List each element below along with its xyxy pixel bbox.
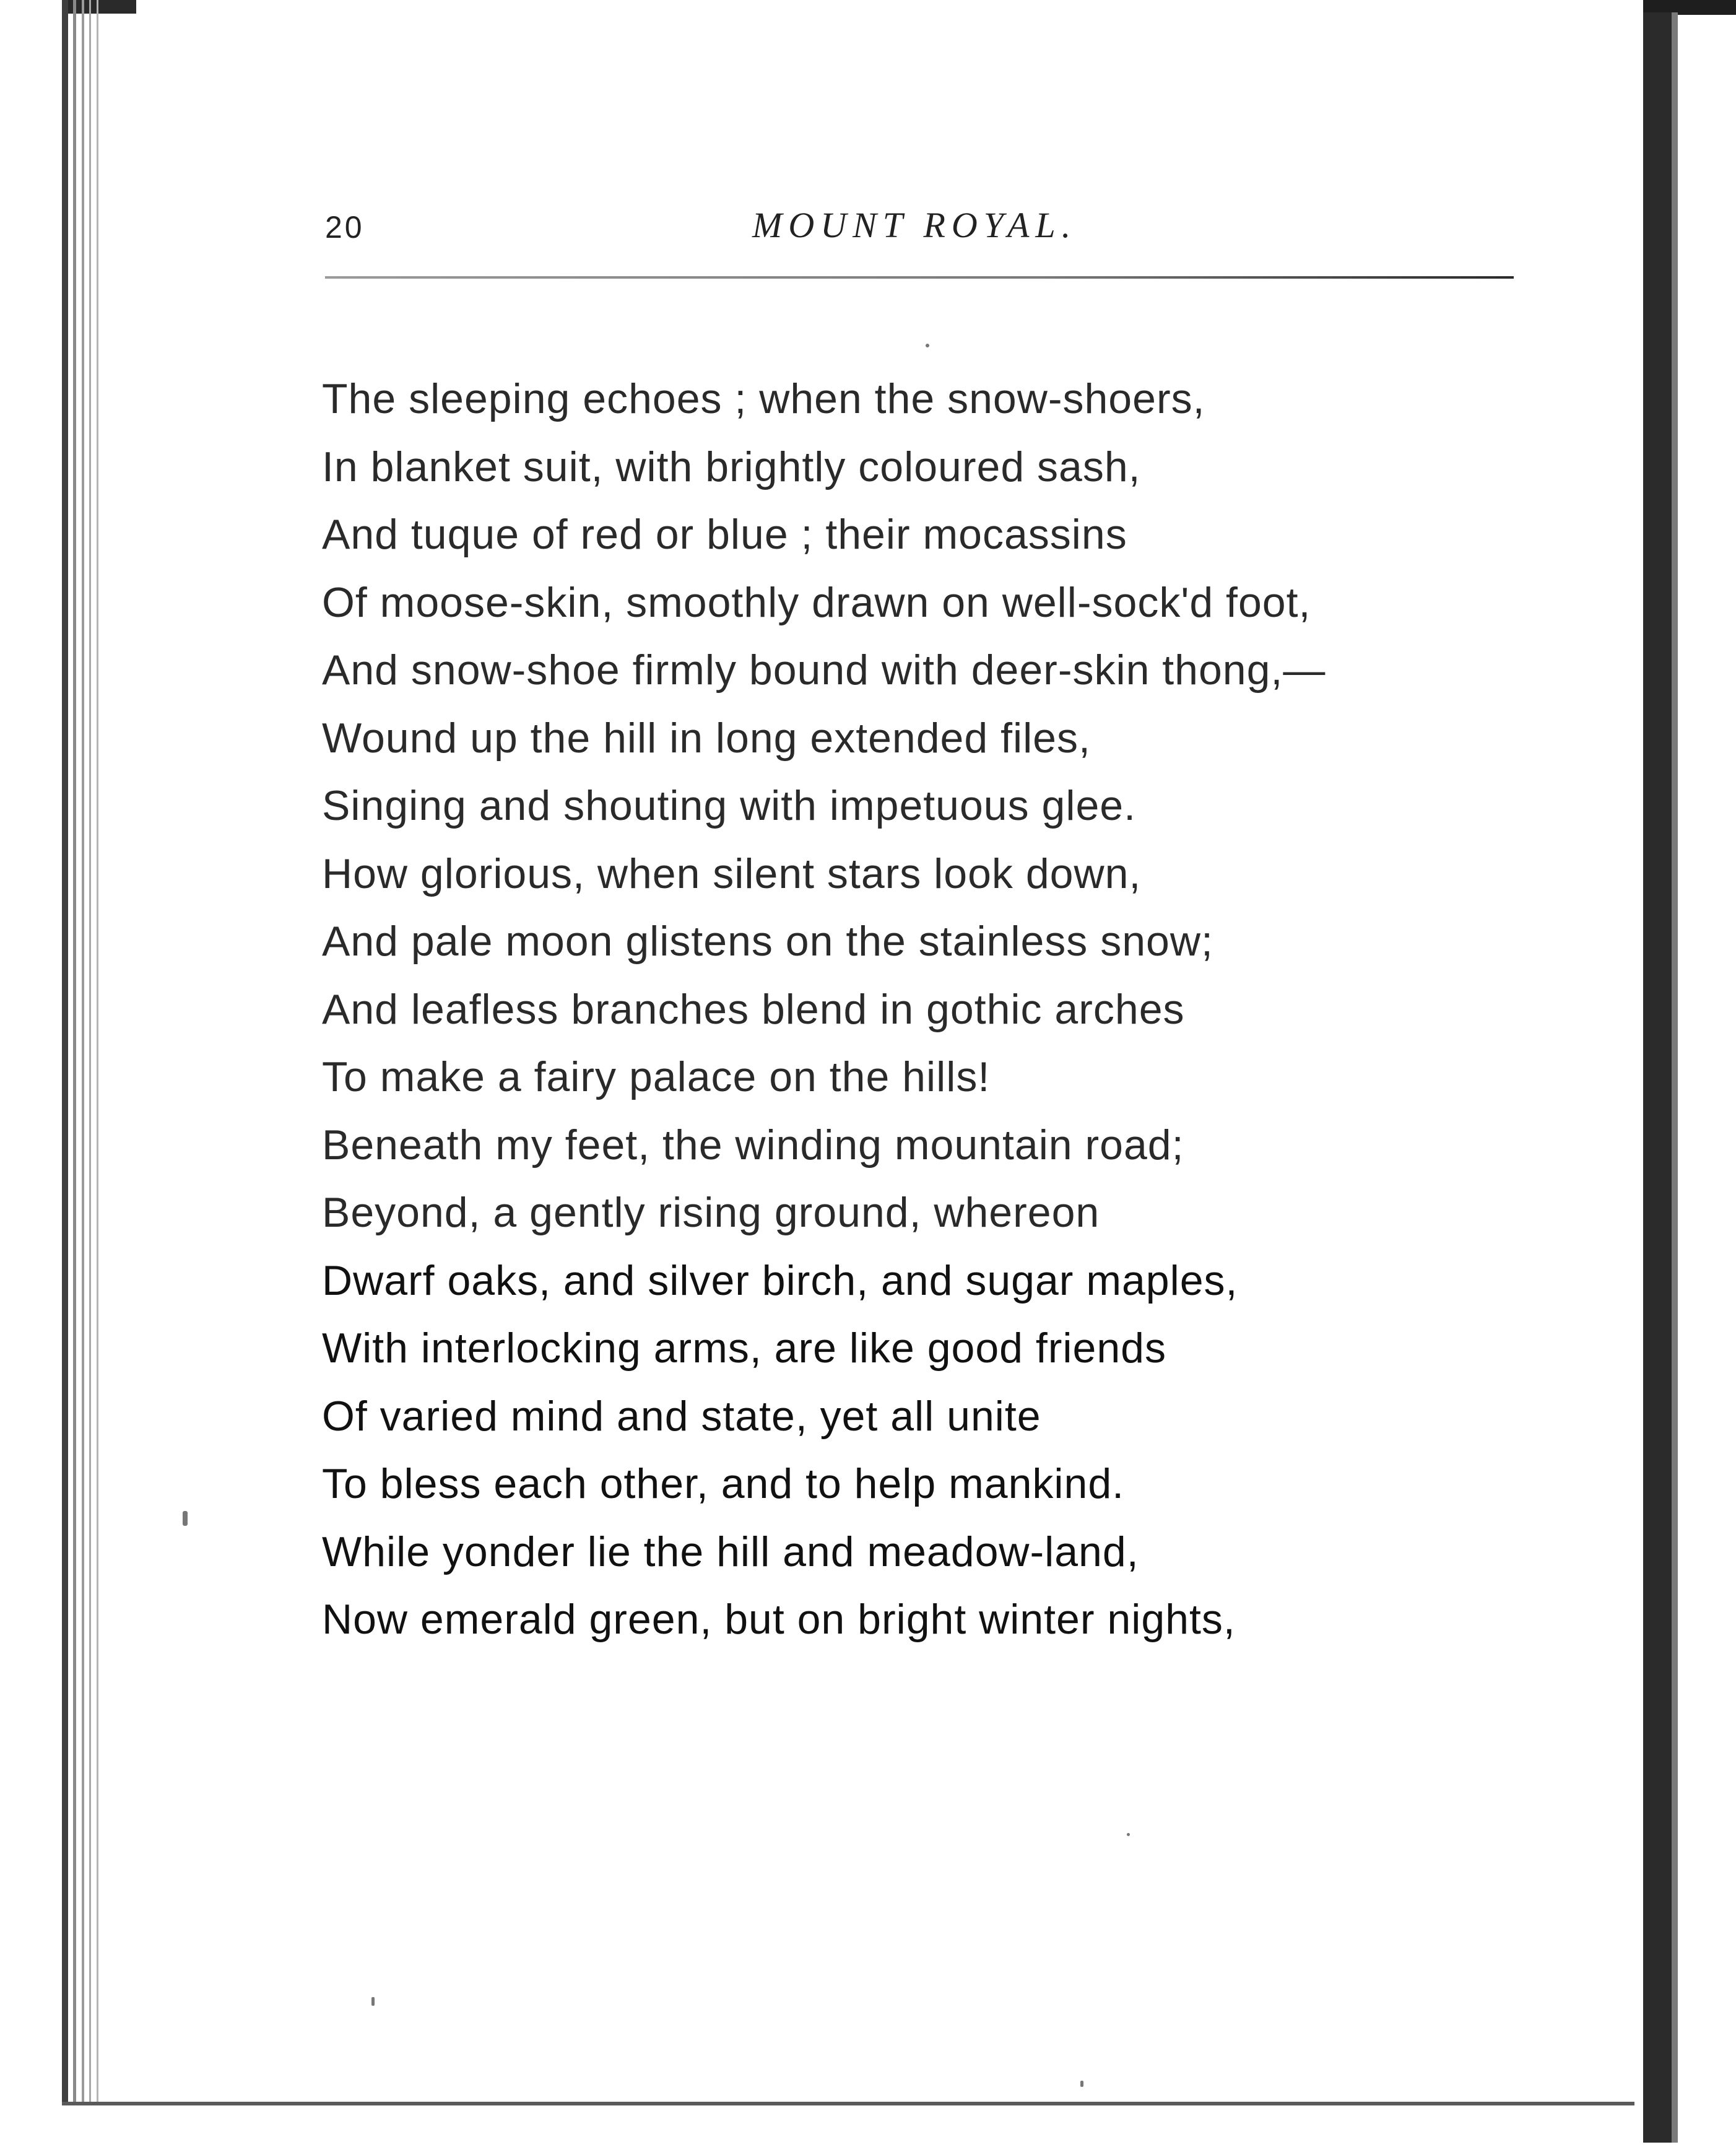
poem-line: And tuque of red or blue ; their mocassins [322,511,1127,558]
poem-line: In blanket suit, with brightly coloured sash, [322,443,1141,490]
poem-line: Of varied mind and state, yet all unite [322,1392,1041,1440]
speck [926,344,929,347]
page-edge [82,0,84,2105]
speck [1080,2081,1083,2087]
poem-line: The sleeping echoes ; when the snow-shoers, [322,375,1205,422]
poem-line: And snow-shoe firmly bound with deer-skin thong,— [322,646,1326,694]
poem-line: Beneath my feet, the winding mountain road; [322,1121,1184,1169]
poem-line: And leafless branches blend in gothic arches [322,985,1185,1033]
running-title: MOUNT ROYAL. [752,205,1077,245]
speck [1127,1833,1130,1836]
page-edge [97,0,98,2105]
page-bottom-edge [62,2102,1634,2105]
poem-line: Singing and shouting with impetuous glee. [322,782,1136,829]
poem-line: While yonder lie the hill and meadow-land, [322,1528,1139,1575]
header-rule [325,276,1514,279]
page-edge [62,0,68,2105]
spine-gutter [1672,12,1678,2143]
poem-line: To make a fairy palace on the hills! [322,1053,991,1100]
page-edge [73,0,76,2105]
stacked-page-edges [0,0,108,2155]
poem-line: Dwarf oaks, and silver birch, and sugar maples, [322,1256,1238,1304]
speck [371,1997,375,2006]
poem-text [322,365,1473,1654]
poem-line: Of moose-skin, smoothly drawn on well-sock'd foot, [322,578,1311,626]
page-edge [89,0,91,2105]
poem-line: Now emerald green, but on bright winter nights, [322,1596,1236,1643]
poem-line: With interlocking arms, are like good friends [322,1325,1166,1372]
running-head [325,204,1514,260]
poem-line: And pale moon glistens on the stainless snow; [322,918,1213,965]
speck [183,1511,188,1526]
poem-line: Beyond, a gently rising ground, whereon [322,1189,1100,1236]
poem-line: How glorious, when silent stars look down, [322,850,1142,897]
page-number: 20 [325,210,365,245]
book-spine [1643,0,1736,2155]
spine-shadow [1643,12,1672,2143]
poem-line: Wound up the hill in long extended files, [322,714,1091,762]
poem-line: To bless each other, and to help mankind. [322,1460,1125,1507]
